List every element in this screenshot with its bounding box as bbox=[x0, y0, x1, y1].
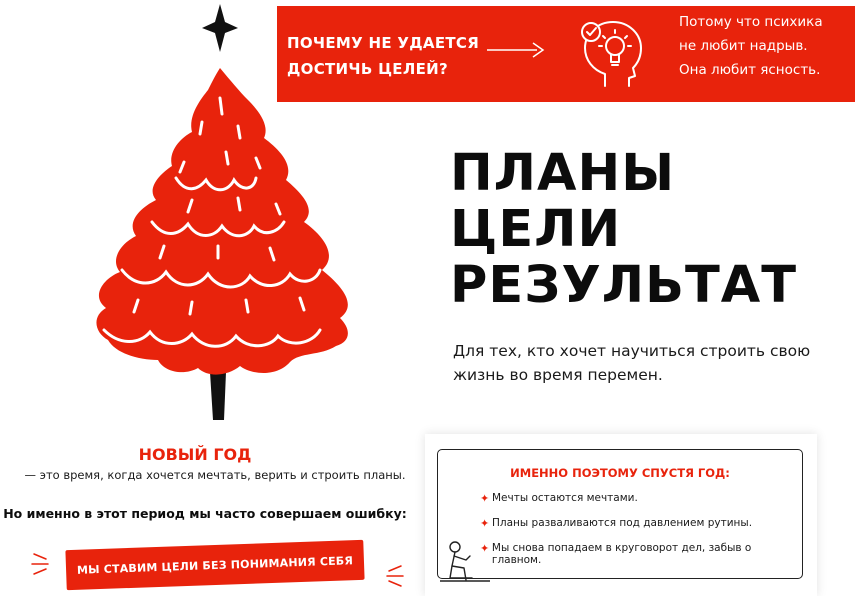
arrow-right-icon bbox=[485, 40, 547, 60]
headline-line-plans: ПЛАНЫ bbox=[450, 144, 676, 203]
new-year-description: — это время, когда хочется мечтать, верить и строить планы. bbox=[24, 468, 406, 482]
headline-line-goals: ЦЕЛИ bbox=[450, 200, 622, 259]
list-item bbox=[480, 492, 802, 517]
banner-answer: Потому что психика не любит надрыв. Она любит ясность. bbox=[679, 14, 823, 78]
new-year-mistake: Но именно в этот период мы часто совершаем ошибку: bbox=[3, 506, 407, 521]
top-banner bbox=[277, 6, 855, 102]
cta-button[interactable]: МЫ СТАВИМ ЦЕЛИ БЕЗ ПОНИМАНИЯ СЕБЯ bbox=[65, 540, 364, 590]
head-lightbulb-icon bbox=[575, 16, 651, 92]
sparkle-icon: ✦ bbox=[480, 492, 490, 505]
star-icon bbox=[202, 4, 238, 52]
list-item bbox=[480, 542, 802, 567]
sparkle-icon: ✦ bbox=[480, 542, 490, 555]
spark-right-icon bbox=[383, 562, 405, 590]
result-card bbox=[437, 449, 803, 579]
list-item bbox=[480, 517, 802, 542]
list-item-text: Мечты остаются мечтами. bbox=[492, 492, 638, 504]
page-title bbox=[450, 146, 797, 314]
list-item-text: Мы снова попадаем в круговорот дел, забыв о главном. bbox=[491, 542, 752, 566]
headline-line-result: РЕЗУЛЬТАТ bbox=[450, 256, 798, 315]
new-year-title: НОВЫЙ ГОД bbox=[138, 445, 252, 464]
banner-question: ПОЧЕМУ НЕ УДАЕТСЯ ДОСТИЧЬ ЦЕЛЕЙ? bbox=[287, 34, 480, 78]
subtitle: Для тех, кто хочет научиться строить свою жизнь во время перемен. bbox=[453, 342, 811, 384]
sparkle-icon: ✦ bbox=[480, 517, 490, 530]
card-title: ИМЕННО ПОЭТОМУ СПУСТЯ ГОД: bbox=[510, 466, 730, 480]
card-list bbox=[480, 492, 802, 567]
spark-left-icon bbox=[30, 550, 52, 578]
list-item-text: Планы разваливаются под давлением рутины. bbox=[492, 517, 753, 529]
sitting-person-icon bbox=[440, 538, 490, 582]
